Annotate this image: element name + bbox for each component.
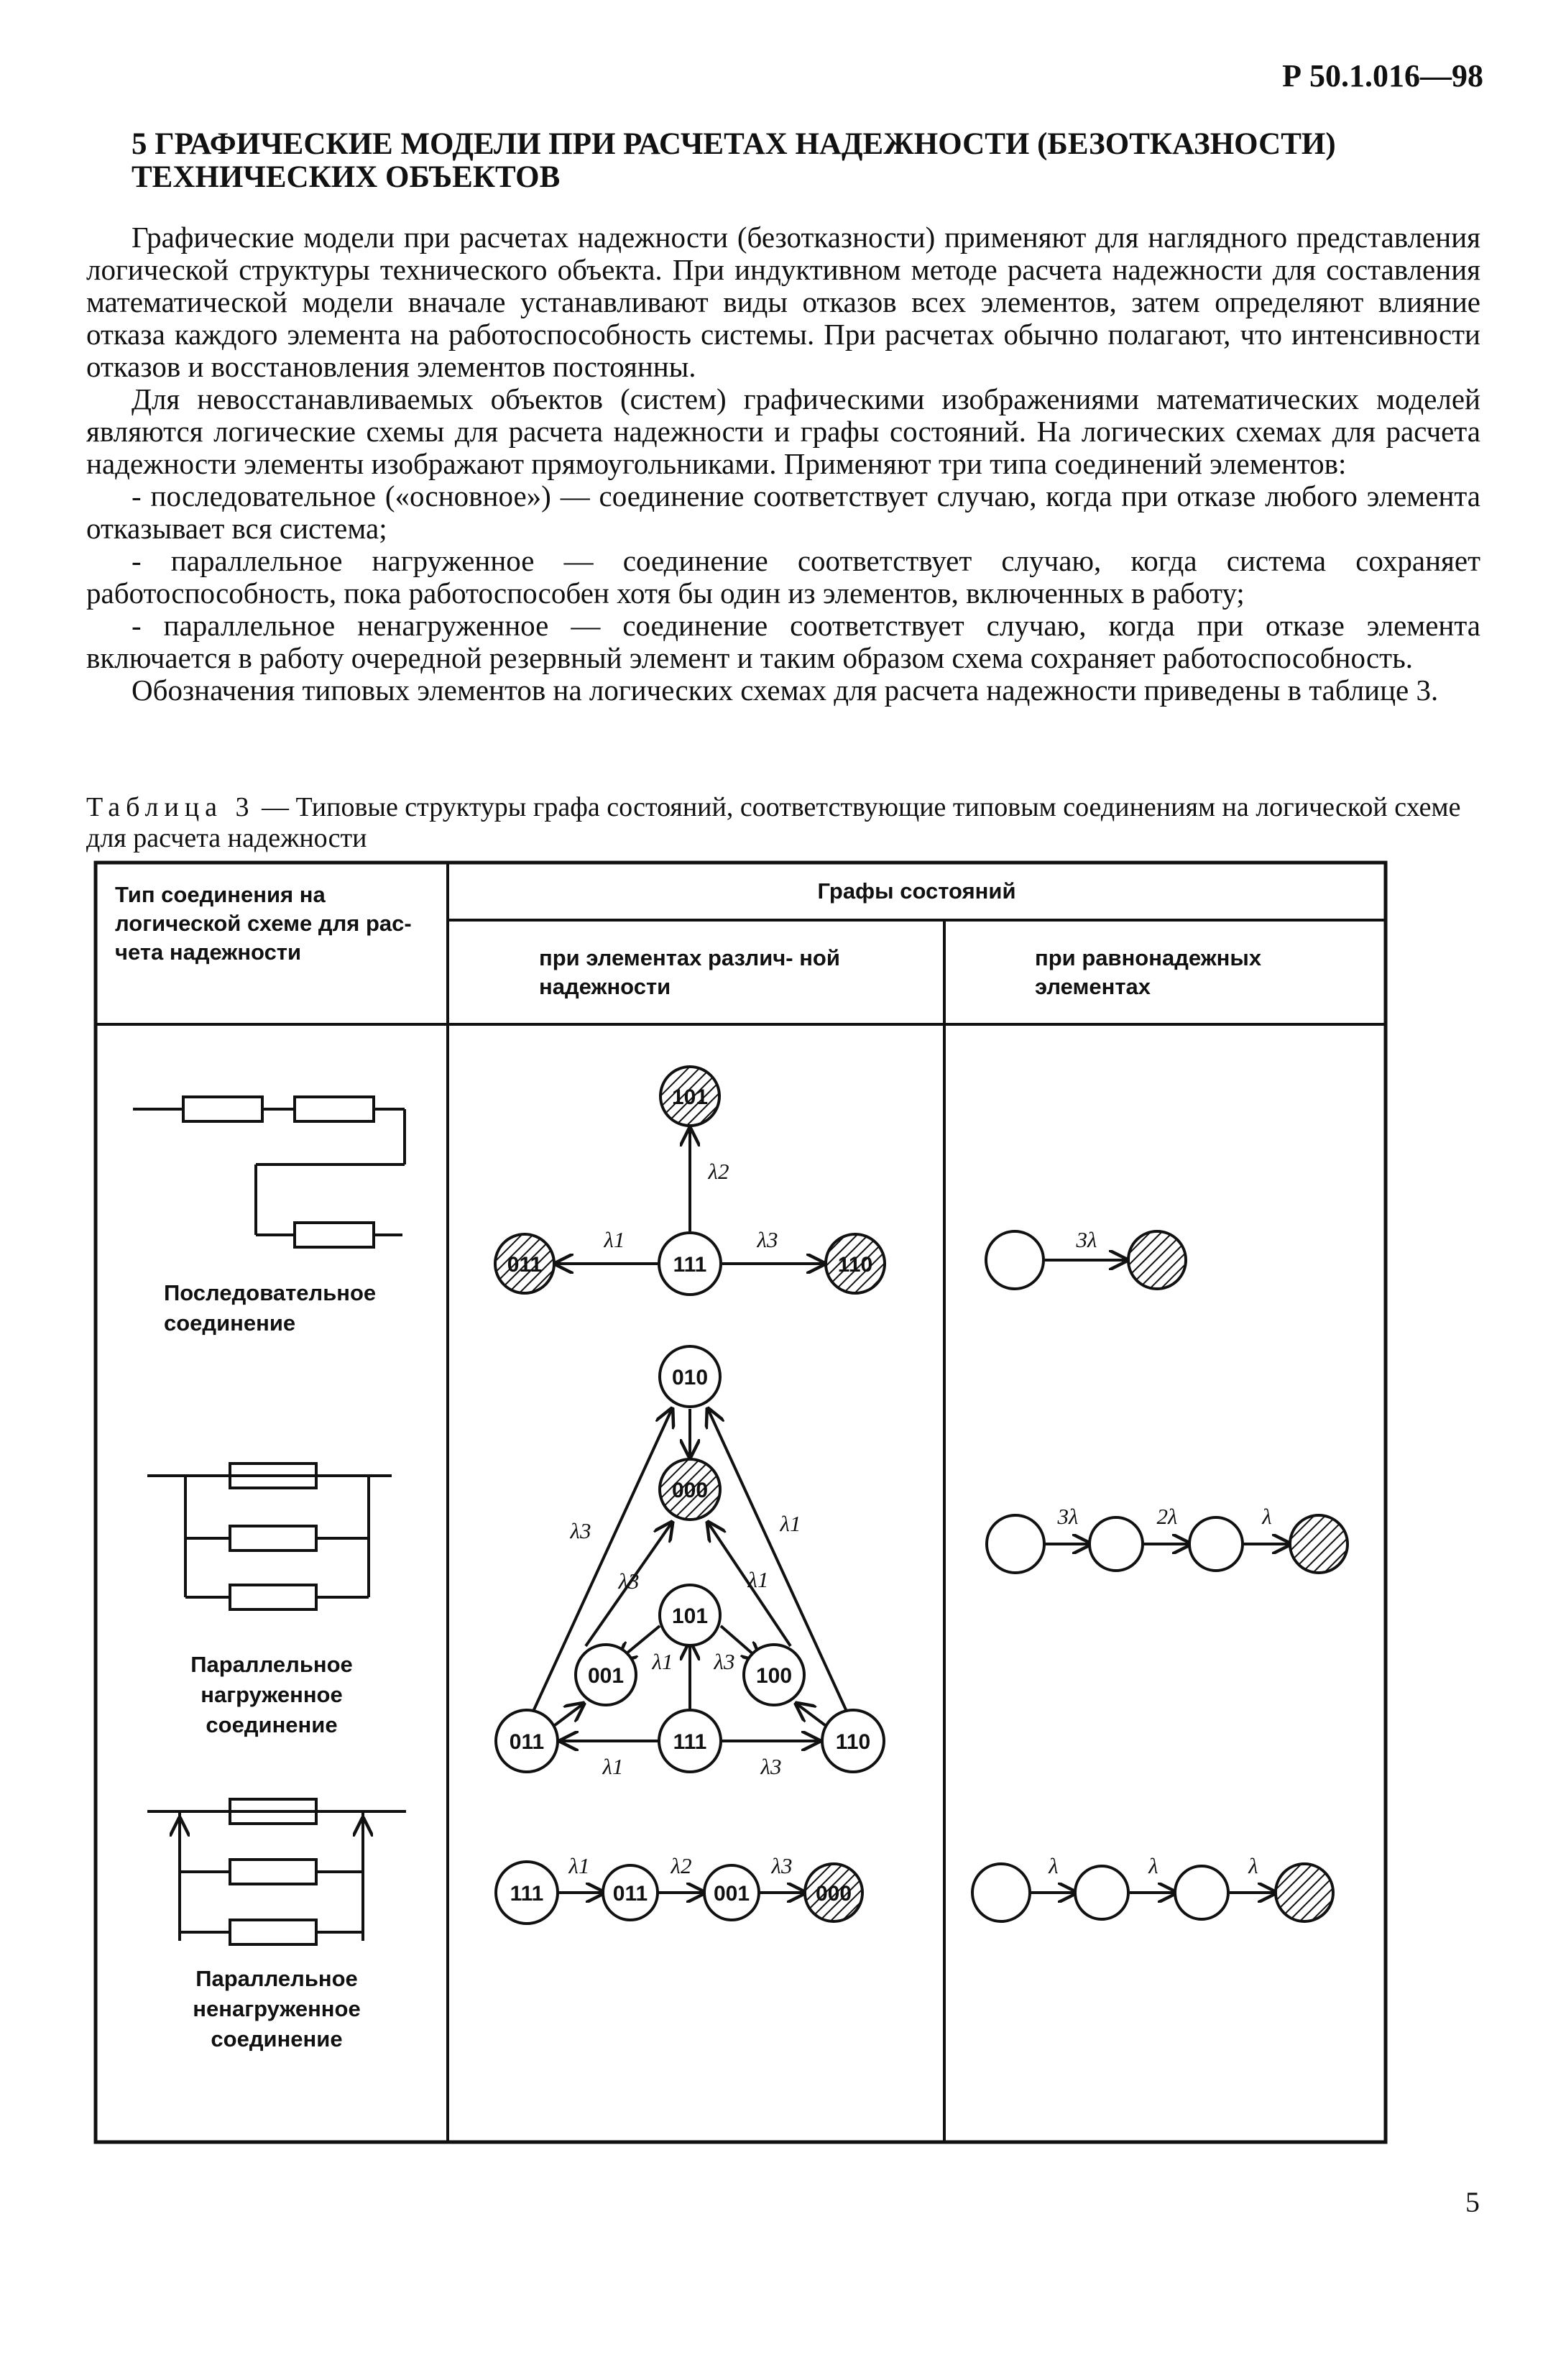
label-parallel-loaded: Параллельное нагруженное соединение bbox=[190, 1652, 353, 1737]
state-label: 001 bbox=[713, 1882, 750, 1906]
lambda-label: λ2 bbox=[708, 1159, 729, 1184]
page-number: 5 bbox=[1465, 2186, 1480, 2218]
state-label: 000 bbox=[671, 1479, 709, 1502]
state-label: 000 bbox=[815, 1882, 852, 1906]
state-label: 011 bbox=[507, 1253, 543, 1277]
list-item-parallel-loaded: - параллельное нагруженное — соединение соответствует случаю, когда система сохраняет работоспособность, пока работоспособен хотя бы один из элементов, включенных в работу; bbox=[86, 544, 1480, 610]
lambda-label: λ bbox=[1248, 1853, 1258, 1878]
state-label: 111 bbox=[673, 1253, 707, 1277]
state-node bbox=[972, 1864, 1030, 1921]
lambda-label: λ bbox=[1049, 1853, 1059, 1878]
label-serial: Последовательное соединение bbox=[164, 1280, 377, 1336]
section-heading: 5 ГРАФИЧЕСКИЕ МОДЕЛИ ПРИ РАСЧЕТАХ НАДЕЖНОСТИ (БЕЗОТКАЗНОСТИ) ТЕХНИЧЕСКИХ ОБЪЕКТОВ bbox=[132, 127, 1336, 194]
lambda-label: λ3 bbox=[714, 1649, 735, 1674]
state-node bbox=[1189, 1517, 1243, 1571]
state-label: 011 bbox=[509, 1730, 545, 1754]
lambda-label: λ3 bbox=[760, 1754, 782, 1779]
label-parallel-unloaded: Параллельное ненагруженное соединение bbox=[193, 1966, 361, 2052]
state-node bbox=[1089, 1517, 1143, 1571]
lambda-label: λ3 bbox=[570, 1518, 591, 1543]
table-caption-prefix: Таблица 3 bbox=[86, 792, 255, 822]
document-code: Р 50.1.016—98 bbox=[1282, 58, 1483, 93]
lambda-label: λ1 bbox=[652, 1649, 673, 1674]
state-label: 010 bbox=[671, 1366, 709, 1389]
state-label: 110 bbox=[837, 1253, 873, 1277]
lambda-label: λ1 bbox=[602, 1754, 624, 1779]
header-equal-reliability: при равнонадежных элементах bbox=[1035, 945, 1262, 999]
state-node bbox=[1075, 1866, 1128, 1919]
lambda-label: λ2 bbox=[671, 1853, 692, 1878]
header-different-reliability: при элементах различ- ной надежности bbox=[539, 945, 840, 999]
lambda-label: λ3 bbox=[771, 1853, 793, 1878]
paragraph-2: Для невосстанавливаемых объектов (систем) графическими изображениями математических моделей являются логические схемы для расчета надежности и графы состояний. На логических схемах для расчета надежности элементы изображают прямоугольниками. Применяют три типа соединений элементов: bbox=[86, 382, 1480, 480]
lambda-label: λ1 bbox=[747, 1567, 769, 1592]
state-node bbox=[1175, 1866, 1228, 1919]
list-item-parallel-unloaded: - параллельное ненагруженное — соединение соответствует случаю, когда при отказе элемента включается в работу очередной резервный элемент и таким образом схема сохраняет работоспособность. bbox=[86, 609, 1480, 674]
lambda-label: λ bbox=[1262, 1504, 1272, 1529]
lambda-label: 3λ bbox=[1057, 1504, 1079, 1529]
lambda-label: 3λ bbox=[1076, 1227, 1097, 1252]
lambda-label: λ1 bbox=[568, 1853, 590, 1878]
state-label: 101 bbox=[671, 1085, 709, 1109]
lambda-label: λ3 bbox=[618, 1568, 640, 1594]
lambda-label: λ bbox=[1148, 1853, 1158, 1878]
lambda-label: 2λ bbox=[1156, 1504, 1178, 1529]
lambda-label: λ1 bbox=[780, 1511, 801, 1536]
state-label: 101 bbox=[671, 1604, 709, 1628]
list-item-serial: - последовательное («основное») — соединение соответствует случаю, когда при отказе любого элемента отказывает вся система; bbox=[86, 479, 1480, 545]
state-label: 111 bbox=[510, 1882, 544, 1906]
paragraph-3: Обозначения типовых элементов на логических схемах для расчета надежности приведены в таблице 3. bbox=[132, 674, 1439, 707]
state-node bbox=[987, 1515, 1044, 1573]
state-label: 001 bbox=[587, 1664, 625, 1688]
paragraph-1: Графические модели при расчетах надежности (безотказности) применяют для наглядного представления логической структуры технического объекта. При индуктивном методе расчета надежности для составления математической модели вначале устанавливают виды отказов всех элементов, затем определяют влияние отказа каждого элемента на работоспособность системы. При расчетах обычно полагают, что интенсивности отказов и восстановления элементов постоянны. bbox=[86, 221, 1480, 383]
state-label: 100 bbox=[755, 1664, 793, 1688]
header-state-graphs: Графы состояний bbox=[817, 878, 1016, 904]
state-node bbox=[986, 1231, 1043, 1289]
state-label: 111 bbox=[673, 1730, 707, 1754]
state-label: 011 bbox=[612, 1882, 648, 1906]
state-node-failed bbox=[1290, 1515, 1347, 1573]
lambda-label: λ1 bbox=[604, 1227, 625, 1252]
lambda-label: λ3 bbox=[757, 1227, 778, 1252]
state-label: 110 bbox=[835, 1730, 871, 1754]
table-caption-text: — Типовые структуры графа состояний, соответствующие типовым соединениям на логической схеме для расчета надежности bbox=[86, 792, 1461, 853]
state-node-failed bbox=[1276, 1864, 1333, 1921]
header-connection-type: Тип соединения на логической схеме для рас- чета надежности bbox=[115, 882, 412, 965]
state-node-failed bbox=[1128, 1231, 1186, 1289]
